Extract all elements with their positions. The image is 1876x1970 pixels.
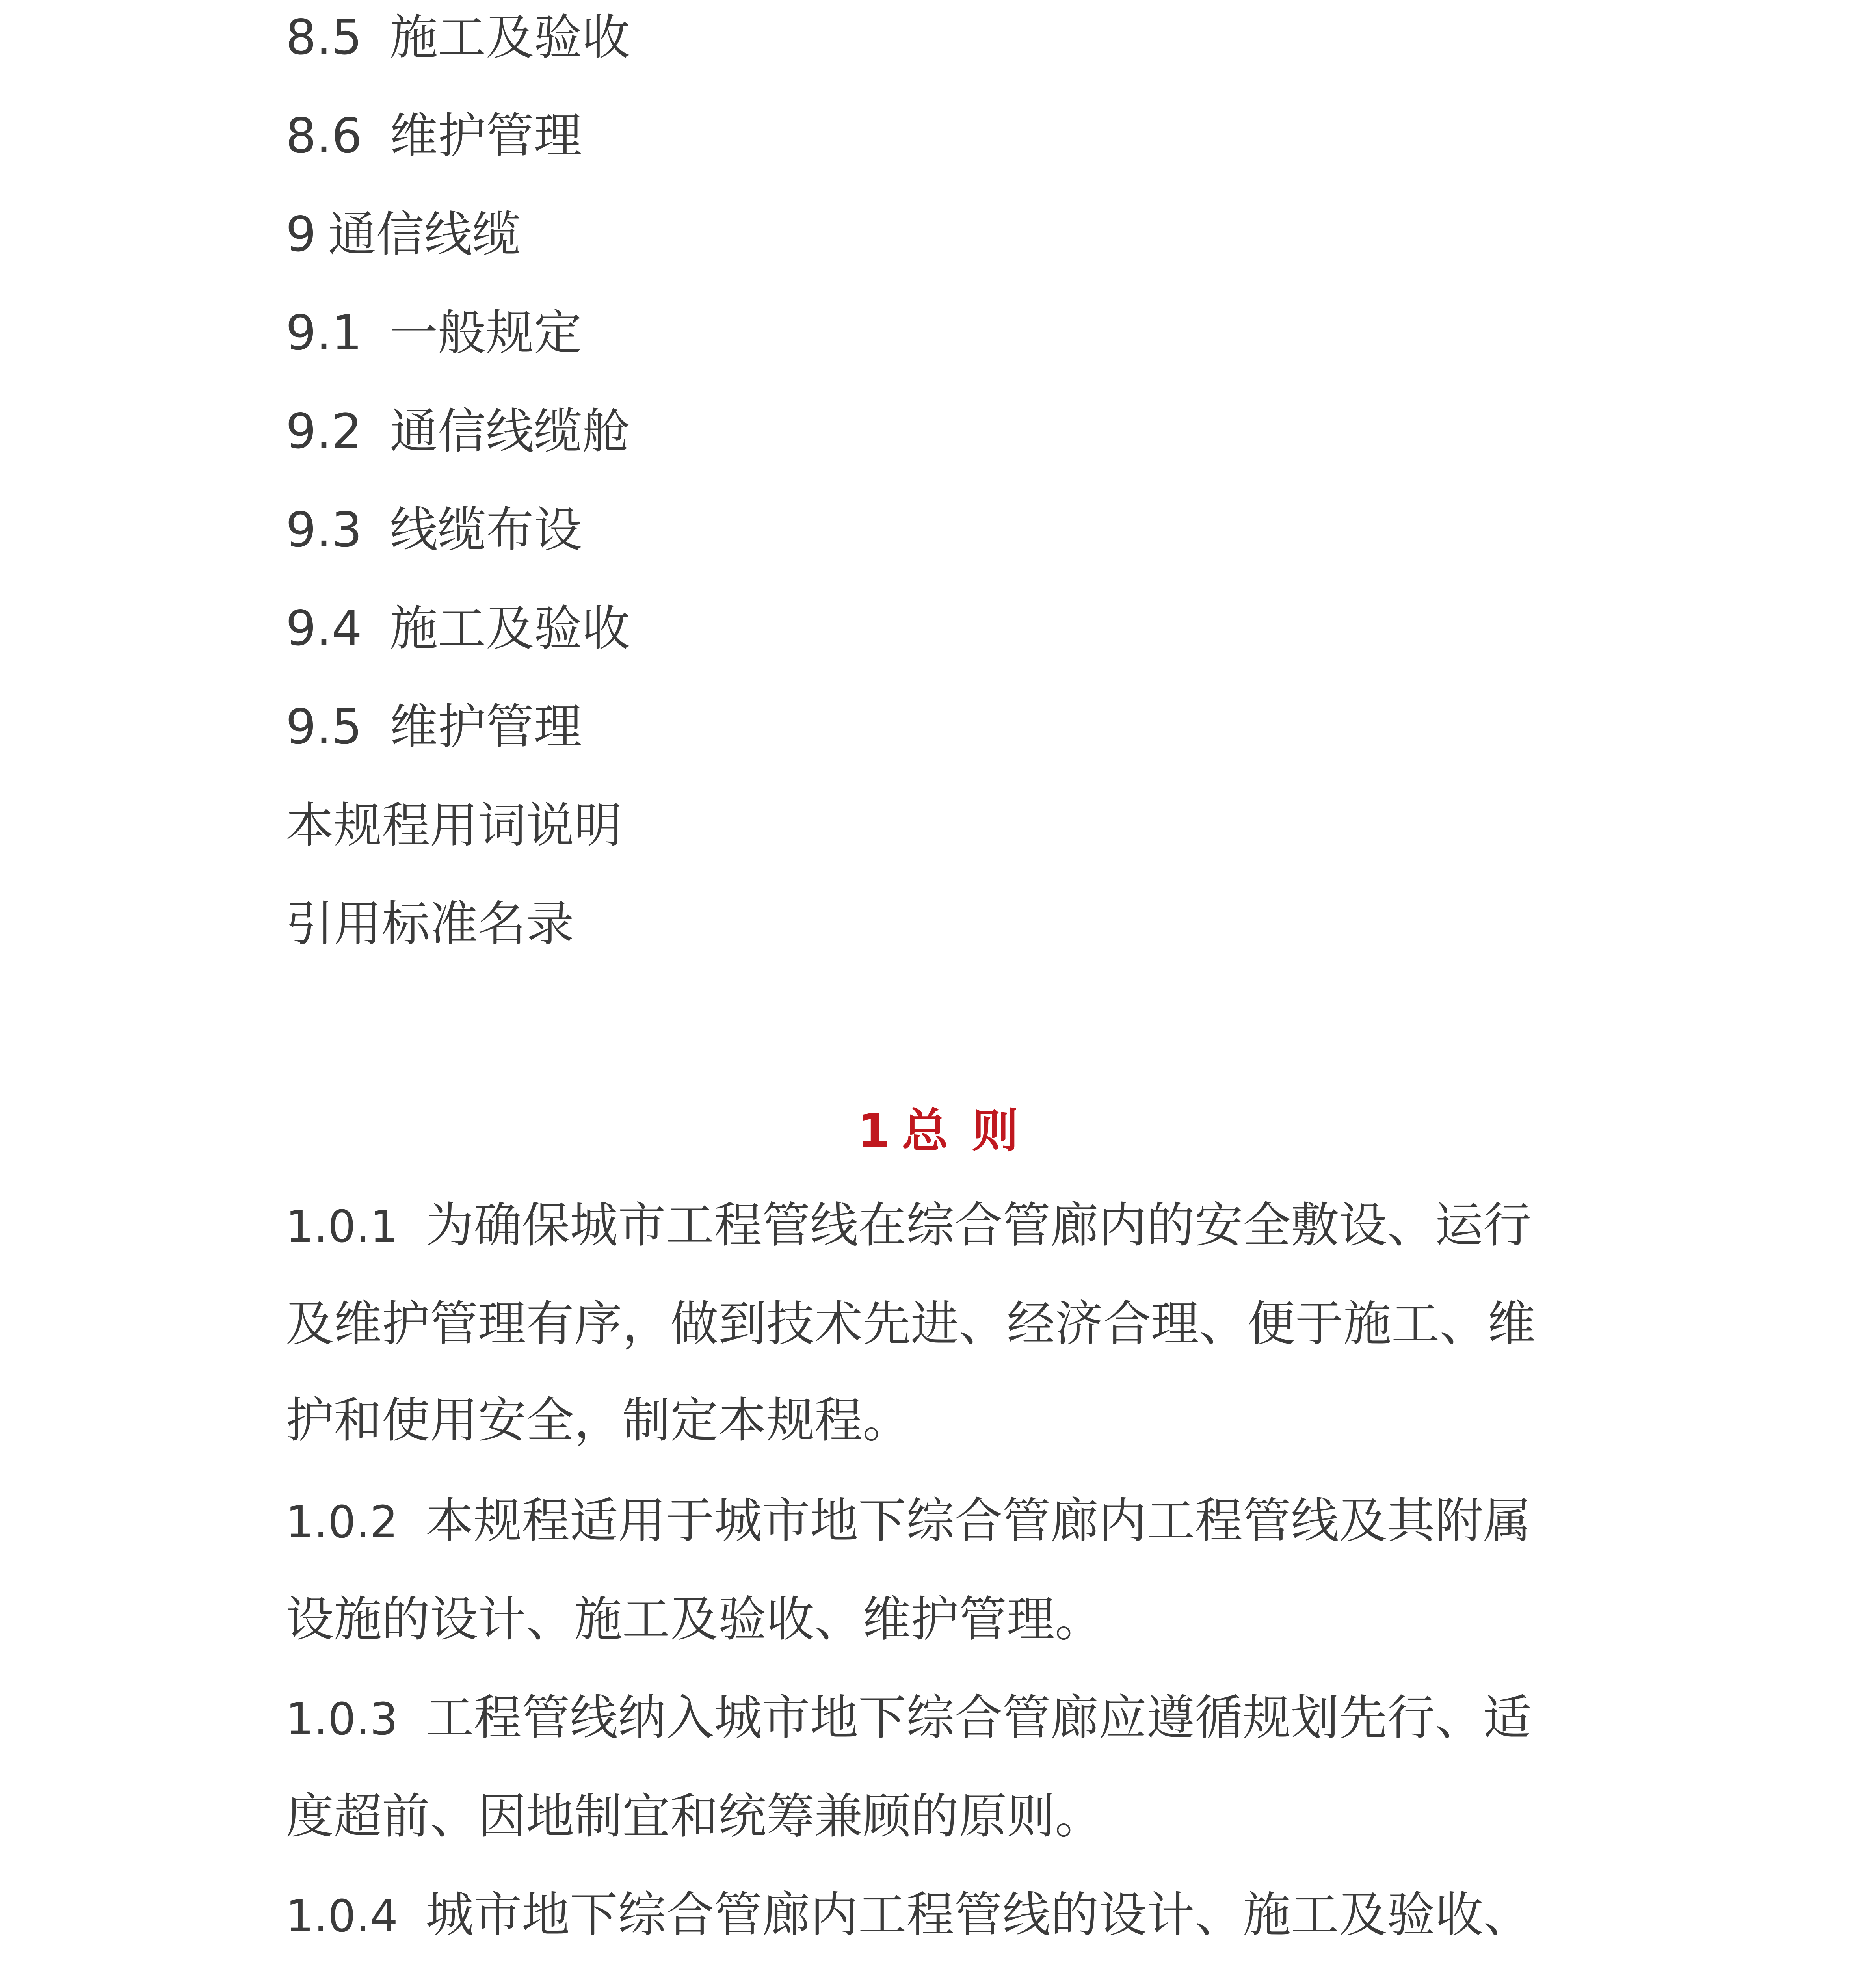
toc-item-title: 施工及验收 [390, 600, 630, 656]
toc-item-title: 施工及验收 [390, 9, 630, 65]
clause-line [286, 1584, 1625, 1655]
toc-item[interactable] [286, 301, 582, 364]
toc-item-number: 8.6 [286, 108, 363, 164]
toc-item-title: 一般规定 [390, 305, 582, 361]
toc-item[interactable] [286, 104, 582, 167]
toc-item-number: 9.2 [286, 403, 363, 459]
toc-item-number: 8.5 [286, 9, 363, 65]
chapter-number: 1 [857, 1104, 890, 1158]
toc-item[interactable] [286, 498, 582, 561]
clause-line [286, 1288, 1625, 1359]
toc-item-title: 线缆布设 [390, 502, 582, 558]
clause-number: 1.0.4 [286, 1891, 398, 1942]
toc-item-number: 9.4 [286, 600, 363, 656]
clause-line [286, 1385, 1625, 1456]
clause-line [286, 1485, 1625, 1556]
clause-text: 设施的设计、施工及验收、维护管理。 [286, 1591, 1103, 1647]
clause-line [286, 1879, 1625, 1950]
clause-number: 1.0.1 [286, 1201, 398, 1253]
clause-text: 及维护管理有序，做到技术先进、经济合理、便于施工、维 [286, 1296, 1536, 1352]
clause-line [286, 1190, 1625, 1261]
toc-item-title: 引用标准名录 [286, 896, 574, 952]
clause-text: 为确保城市工程管线在综合管廊内的安全敷设、运行 [425, 1197, 1531, 1253]
toc-item-number: 9.3 [286, 502, 363, 558]
toc-item-title: 维护管理 [390, 699, 582, 755]
clause-text: 城市地下综合管廊内工程管线的设计、施工及验收、 [425, 1887, 1531, 1943]
clause-number: 1.0.3 [286, 1694, 398, 1745]
clause-line [286, 1781, 1625, 1852]
toc-item[interactable] [286, 597, 630, 660]
toc-item[interactable] [286, 6, 630, 69]
toc-item-number: 9.5 [286, 699, 363, 755]
toc-item-number: 9.1 [286, 305, 363, 361]
toc-item[interactable] [286, 400, 630, 463]
toc-item-title: 通信线缆 [328, 206, 521, 262]
toc-item[interactable] [286, 203, 521, 266]
toc-item-number: 9 [286, 206, 316, 262]
toc-item-title: 通信线缆舱 [390, 403, 630, 459]
chapter-title-part: 则 [972, 1104, 1019, 1158]
toc-item[interactable] [286, 695, 582, 758]
clause-number: 1.0.2 [286, 1497, 398, 1548]
chapter-heading [0, 1095, 1876, 1166]
clause-text: 本规程适用于城市地下综合管廊内工程管线及其附属 [425, 1493, 1531, 1549]
chapter-title-part: 总 [902, 1104, 948, 1158]
toc-item[interactable] [286, 794, 622, 857]
clause-text: 度超前、因地制宜和统筹兼顾的原则。 [286, 1788, 1103, 1844]
clause-text: 护和使用安全，制定本规程。 [286, 1392, 911, 1448]
clause-text: 工程管线纳入城市地下综合管廊应遵循规划先行、适 [425, 1690, 1531, 1746]
toc-item[interactable] [286, 892, 574, 955]
toc-item-title: 维护管理 [390, 108, 582, 164]
toc-item-title: 本规程用词说明 [286, 797, 622, 853]
clause-line [286, 1682, 1625, 1753]
